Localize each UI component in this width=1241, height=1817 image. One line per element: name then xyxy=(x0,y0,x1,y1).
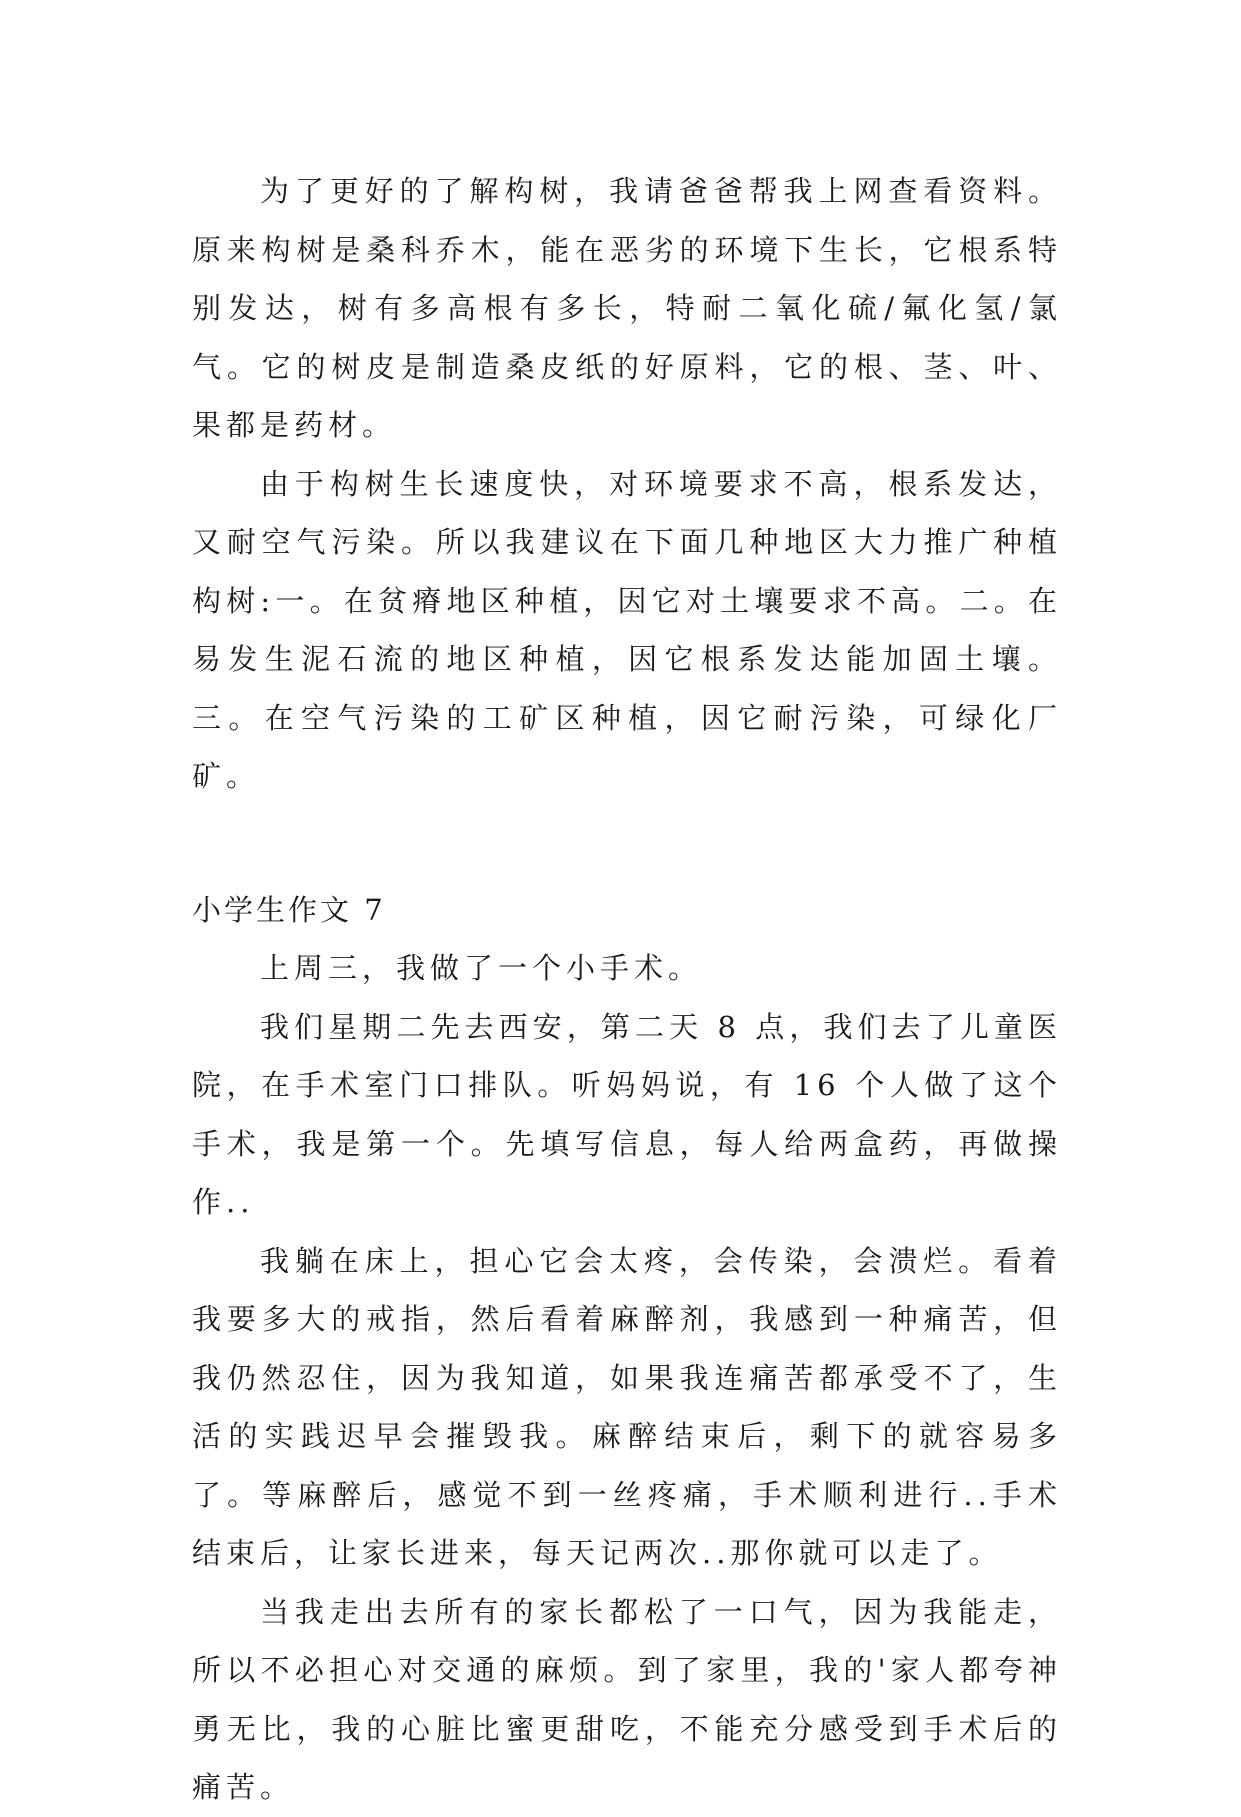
paragraph: 上周三，我做了一个小手术。 xyxy=(260,951,703,985)
document-body xyxy=(192,162,1062,1817)
paragraph: 当我走出去所有的家长都松了一口气，因为我能走，所以不必担心对交通的麻烦。到了家里，我的'家人都夸神勇无比，我的心脏比蜜更甜吃，不能充分感受到手术后的痛苦。 xyxy=(192,1594,1062,1804)
section-gap xyxy=(192,806,1062,881)
section-heading: 小学生作文 7 xyxy=(192,892,386,927)
paragraph: 由于构树生长速度快，对环境要求不高，根系发达，又耐空气污染。所以我建议在下面几种地区大力推广种植构树:一。在贫瘠地区种植，因它对土壤要求不高。二。在易发生泥石流的地区种植，因它根系发达能加固土壤。三。在空气污染的工矿区种植，因它耐污染，可绿化厂矿。 xyxy=(192,466,1062,793)
paragraph: 我们星期二先去西安，第二天 8 点，我们去了儿童医院，在手术室门口排队。听妈妈说，有 16 个人做了这个手术，我是第一个。先填写信息，每人给两盒药，再做操作.. xyxy=(192,1009,1062,1219)
paragraph: 我躺在床上，担心它会太疼，会传染，会溃烂。看着我要多大的戒指，然后看着麻醉剂，我感到一种痛苦，但我仍然忍住，因为我知道，如果我连痛苦都承受不了，生活的实践迟早会摧毁我。麻醉结束后，剩下的就容易多了。等麻醉后，感觉不到一丝疼痛，手术顺利进行..手术结束后，让家长进来，每天记两次..那你就可以走了。 xyxy=(192,1243,1062,1570)
paragraph: 为了更好的了解构树，我请爸爸帮我上网查看资料。原来构树是桑科乔木，能在恶劣的环境下生长，它根系特别发达，树有多高根有多长，特耐二氧化硫/氟化氢/氯气。它的树皮是制造桑皮纸的好原料，它的根、茎、叶、果都是药材。 xyxy=(192,174,1062,442)
